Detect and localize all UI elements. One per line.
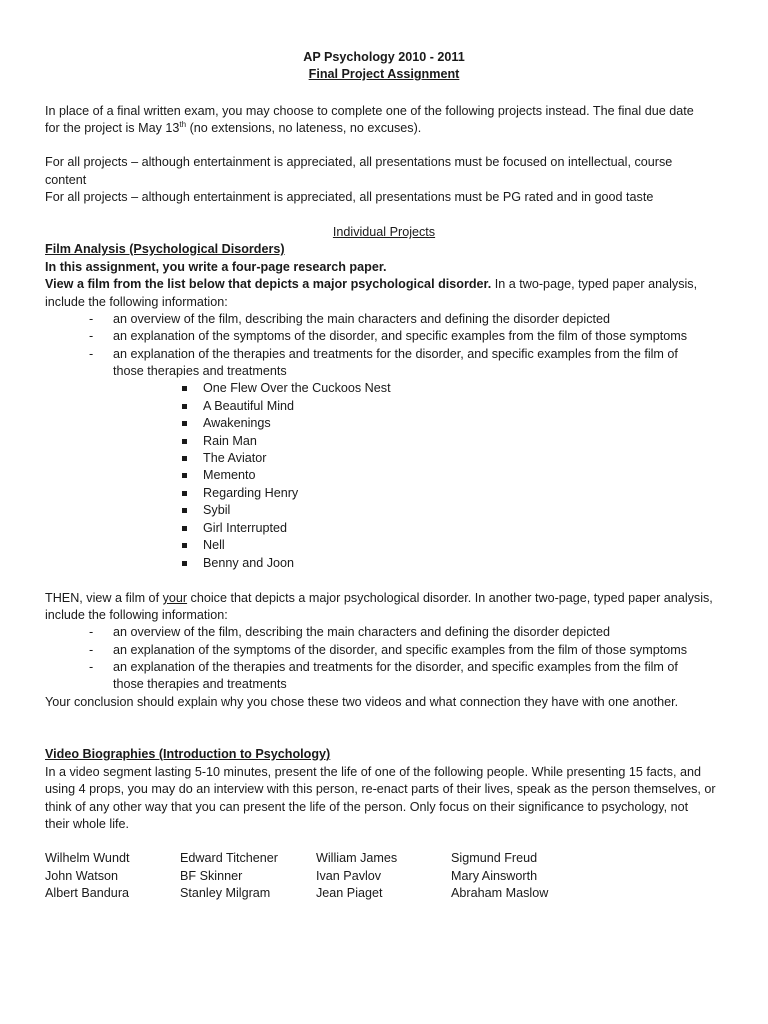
- person-name: Jean Piaget: [316, 886, 383, 900]
- intro-line-2: for the project is May 13th (no extensions, no lateness, no excuses).: [45, 119, 422, 135]
- bullet-square-icon: [182, 473, 187, 478]
- then-line-1: THEN, view a film of your choice that depicts a major psychological disorder. In another two-page, typed paper analysis,: [45, 591, 713, 605]
- rule-1-line-a: For all projects – although entertainment is appreciated, all presentations must be focused on intellectual, course: [45, 155, 673, 169]
- rule-2: For all projects – although entertainment is appreciated, all presentations must be PG rated and in good taste: [45, 190, 654, 204]
- individual-projects-heading: Individual Projects: [332, 225, 436, 239]
- person-name: Wilhelm Wundt: [45, 851, 130, 865]
- intro-line-1: In place of a final written exam, you may choose to complete one of the following projects instead. The final due date: [45, 104, 694, 118]
- person-name: BF Skinner: [180, 869, 243, 883]
- person-name: Sigmund Freud: [451, 851, 538, 865]
- document-subtitle: Final Project Assignment: [308, 67, 460, 81]
- then-line-2: include the following information:: [45, 608, 228, 622]
- bullet-square-icon: [182, 439, 187, 444]
- conclusion-text: Your conclusion should explain why you chose these two videos and what connection they have with one another.: [45, 695, 679, 709]
- bullet-square-icon: [182, 386, 187, 391]
- film-intro-3: include the following information:: [45, 295, 228, 309]
- video-paragraph-line: using 4 props, you may do an interview with this person, re-enact parts of their lives, speak as the person themselves, or: [45, 782, 716, 796]
- person-name: Abraham Maslow: [451, 886, 549, 900]
- bullet-square-icon: [182, 543, 187, 548]
- person-name: Edward Titchener: [180, 851, 279, 865]
- list-item-continuation: those therapies and treatments: [113, 364, 287, 378]
- video-paragraph-line: think of any other way that you can present the life of the person. Only focus on their significance to psychology, not: [45, 800, 689, 814]
- bullet-square-icon: [182, 491, 187, 496]
- superscript-th: th: [179, 119, 187, 129]
- bullet-square-icon: [182, 421, 187, 426]
- bullet-square-icon: [182, 456, 187, 461]
- person-name: William James: [316, 851, 398, 865]
- bullet-square-icon: [182, 526, 187, 531]
- rule-1-line-b: content: [45, 173, 87, 187]
- person-name: Mary Ainsworth: [451, 869, 538, 883]
- bullet-square-icon: [182, 561, 187, 566]
- video-paragraph-line: their whole life.: [45, 817, 129, 831]
- document-title: AP Psychology 2010 - 2011: [303, 50, 465, 64]
- list-item-continuation: those therapies and treatments: [113, 677, 287, 691]
- film-intro-1: In this assignment, you write a four-page research paper.: [45, 260, 387, 274]
- film-intro-2: View a film from the list below that depicts a major psychological disorder. In a two-page, typed paper analysis,: [45, 277, 698, 291]
- bullet-square-icon: [182, 404, 187, 409]
- bullet-square-icon: [182, 508, 187, 513]
- person-name: John Watson: [45, 869, 119, 883]
- person-name: Ivan Pavlov: [316, 869, 382, 883]
- person-name: Albert Bandura: [45, 886, 130, 900]
- video-paragraph-line: In a video segment lasting 5-10 minutes, present the life of one of the following people. While presenting 15 facts, and: [45, 765, 701, 779]
- film-analysis-heading: Film Analysis (Psychological Disorders): [45, 242, 285, 256]
- video-biographies-heading: Video Biographies (Introduction to Psychology): [45, 747, 331, 761]
- document-page: AP Psychology 2010 - 2011 Final Project Assignment In place of a final written exam, you may choose to complete one of the following projects instead. The final due date for the project is May 13th (no extensions, no lateness, no excuses). For all projects – although entertainment is appreciated, all presentations must be focused on intellectual, course content For all projects – although entertainment is appreciated, all presentations must be PG rated and in good taste Individual Projects Film Analysis (Psychological Disorders) In this assignment, you write a four-page research paper. View a film from the list below that depicts a major psychological disorder. In a two-page, typed paper analysis, include the following information: - an overview of the film, describing the main characters and defining the disorder depicted - an explanation of the symptoms of the disorder, and specific examples from the film of those symptoms - an explanation of the therapies and treatments for the disorder, and specific examples from the film of those therapies and treatments One Flew Over the Cuckoos Nest A Beautiful Mind Awakenings Rain Man The Aviator Memento Regarding Henry Sybil Girl Interrupted Nell Benny and Joon THEN, view a film of your choice that depicts a major psychological disorder. In another two-page, typed paper analysis, include the following information: - an overview of the film, describing the main characters and defining the disorder depicted - an explanation of the symptoms of the disorder, and specific examples from the film of those symptoms - an explanation of the therapies and treatments for the disorder, and specific examples from the film of those therapies and treatments Your conclusion should explain why you chose these two videos and what connection they have with one another. Video Biographies (Introduction to Psychology) In a video segment lasting 5-10 minutes, present the life of one of the following people. While presenting 15 facts, and using 4 props, you may do an interview with this person, re-enact parts of their lives, speak as the person themselves, or think of any other way that you can present the life of the person. Only focus on their significance to psychology, not their whole life. Wilhelm Wundt Edward Titchener William James Sigmund Freud John Watson BF Skinner Ivan Pavlov Mary Ainsworth Albert Bandura Stanley Milgram Jean Piaget Abraham Maslow: [0, 0, 768, 1024]
- person-name: Stanley Milgram: [180, 886, 271, 900]
